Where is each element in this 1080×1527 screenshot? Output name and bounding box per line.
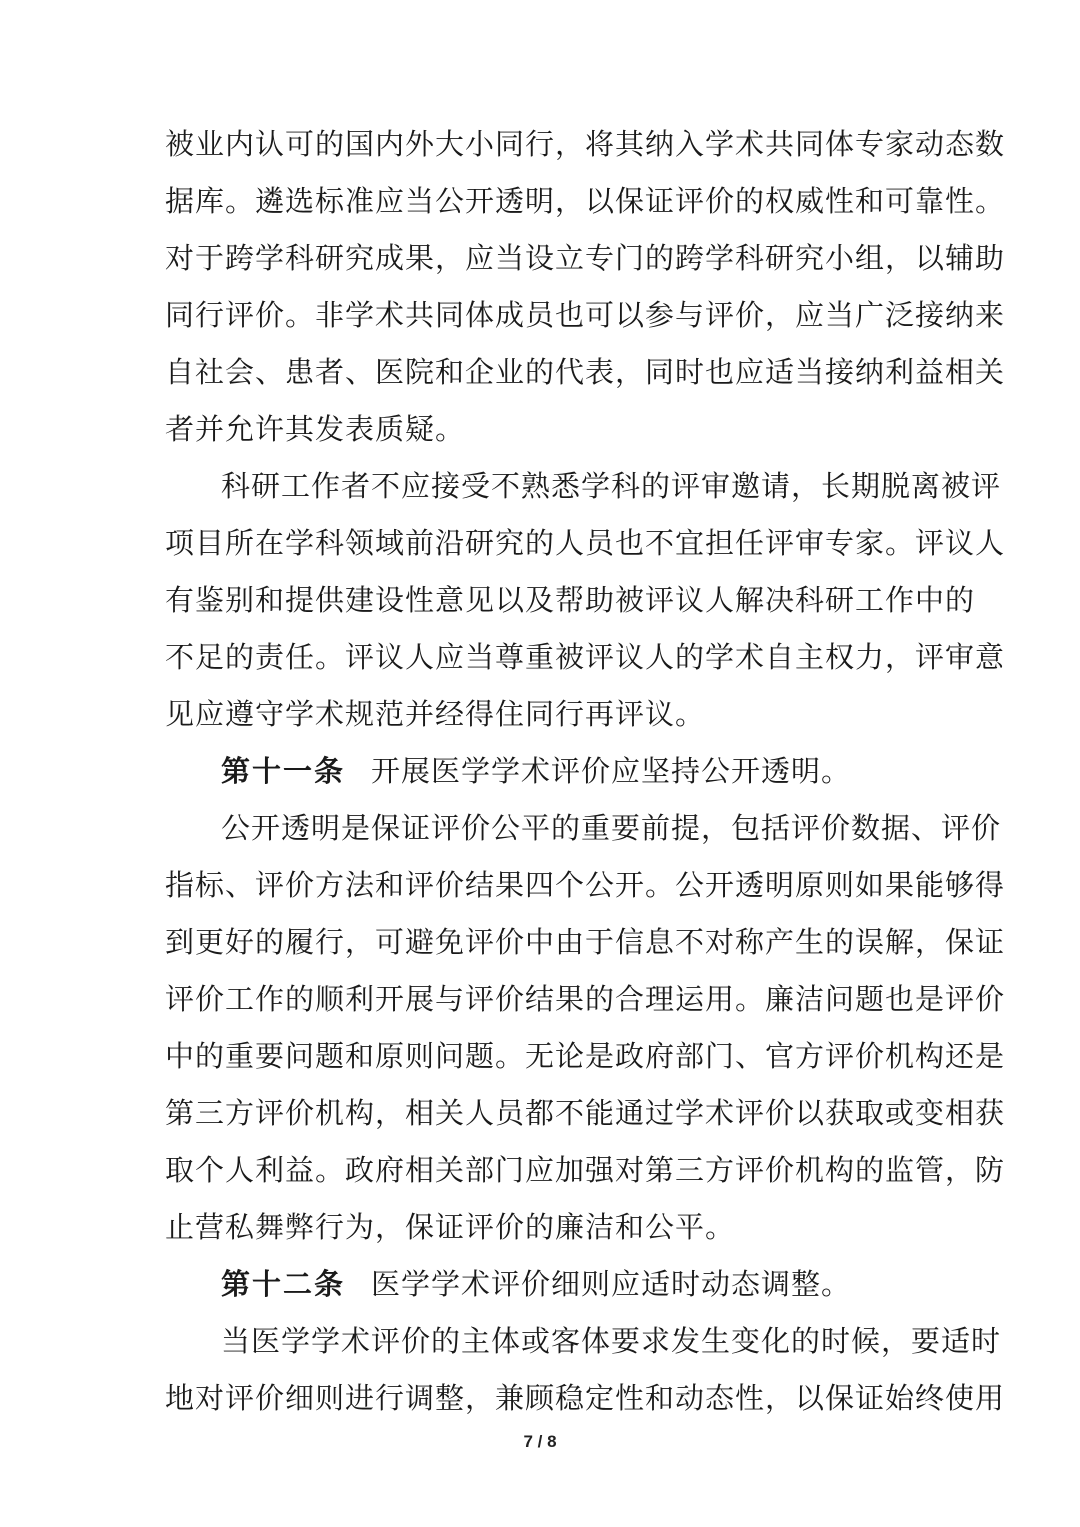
paragraph-line: 被业内认可的国内外大小同行，将其纳入学术共同体专家动态数: [165, 127, 1006, 161]
article-number: 第十二条: [221, 1267, 346, 1301]
paragraph-line: 到更好的履行，可避免评价中由于信息不对称产生的误解，保证: [165, 925, 1006, 959]
paragraph-line: 评价工作的顺利开展与评价结果的合理运用。廉洁问题也是评价: [165, 982, 1006, 1016]
document-body: [165, 116, 1006, 1427]
paragraph-line: 自社会、患者、医院和企业的代表，同时也应适当接纳利益相关: [165, 355, 1006, 389]
article-title: 开展医学学术评价应坚持公开透明。: [371, 754, 852, 788]
article-heading: [165, 1256, 917, 1313]
paragraph-line: 项目所在学科领域前沿研究的人员也不宜担任评审专家。评议人: [165, 526, 1006, 560]
paragraph-line: 同行评价。非学术共同体成员也可以参与评价，应当广泛接纳来: [165, 298, 1006, 332]
page-number: 7 / 8: [523, 1432, 557, 1451]
paragraph-line: 见应遵守学术规范并经得住同行再评议。: [165, 697, 706, 731]
paragraph-line: 地对评价细则进行调整，兼顾稳定性和动态性，以保证始终使用: [165, 1381, 1006, 1415]
paragraph-line: 止营私舞弊行为，保证评价的廉洁和公平。: [165, 1210, 736, 1244]
paragraph-line: 指标、评价方法和评价结果四个公开。公开透明原则如果能够得: [165, 868, 1006, 902]
paragraph-line: 科研工作者不应接受不熟悉学科的评审邀请，长期脱离被评: [221, 469, 1002, 503]
paragraph-line: 当医学学术评价的主体或客体要求发生变化的时候，要适时: [221, 1324, 1002, 1358]
paragraph-line: 取个人利益。政府相关部门应加强对第三方评价机构的监管，防: [165, 1153, 1006, 1187]
paragraph-line: 据库。遴选标准应当公开透明，以保证评价的权威性和可靠性。: [165, 184, 1006, 218]
paragraph-line: 公开透明是保证评价公平的重要前提，包括评价数据、评价: [221, 811, 1002, 845]
article-number: 第十一条: [221, 754, 346, 788]
article-title: 医学学术评价细则应适时动态调整。: [371, 1267, 852, 1301]
paragraph-line: 对于跨学科研究成果，应当设立专门的跨学科研究小组，以辅助: [165, 241, 1006, 275]
article-heading: [165, 743, 917, 800]
paragraph-line: 有鉴别和提供建设性意见以及帮助被评议人解决科研工作中的: [165, 583, 976, 617]
paragraph-line: 不足的责任。评议人应当尊重被评议人的学术自主权力，评审意: [165, 640, 1006, 674]
paragraph-line: 第三方评价机构，相关人员都不能通过学术评价以获取或变相获: [165, 1096, 1006, 1130]
paragraph-line: 者并允许其发表质疑。: [165, 412, 466, 446]
paragraph-line: 中的重要问题和原则问题。无论是政府部门、官方评价机构还是: [165, 1039, 1006, 1073]
